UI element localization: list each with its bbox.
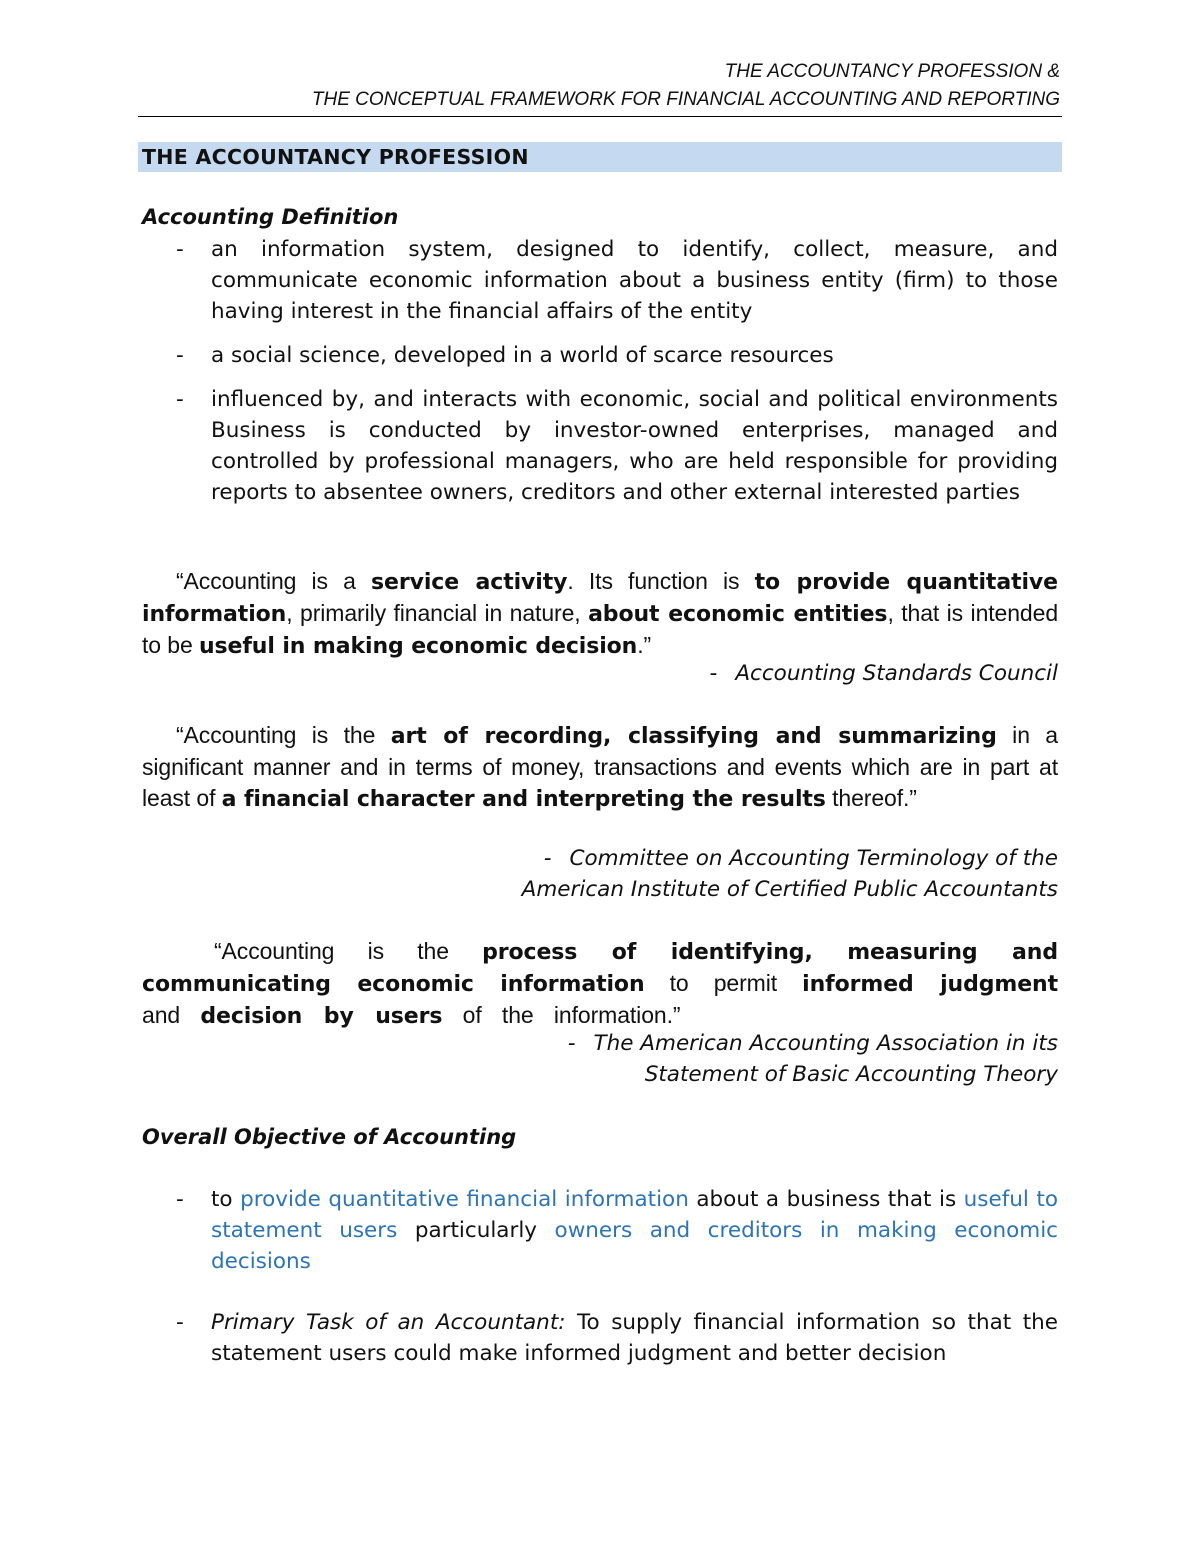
attribution-asc: - Accounting Standards Council: [709, 661, 1058, 686]
list-dash: -: [176, 387, 184, 412]
definition-item: [142, 384, 1058, 508]
objective-list: [142, 1184, 1058, 1369]
running-header: [138, 58, 1060, 114]
attribution-aaa: - The American Accounting Association in its Statement of Basic Accounting Theory: [567, 1031, 1058, 1087]
definition-item: [142, 234, 1058, 327]
attribution-aicpa: - Committee on Accounting Terminology of the American Institute of Certified Public Accountants: [521, 846, 1058, 902]
definition-item-text: influenced by, and interacts with economic, social and political environments Business is conducted by investor-owned enterprises, managed and controlled by professional managers, who are held responsible for providing reports to absentee owners, creditors and other external interested parties: [211, 387, 1058, 505]
objective-item: - to provide quantitative financial information about a business that is useful to statement users particularly owners and creditors in making economic decisions: [142, 1184, 1058, 1277]
definition-heading: Accounting Definition: [142, 205, 399, 229]
quote-aaa: “Accounting is the process of identifying, measuring and communicating economic information to permit informed judgment and decision by users of the information.”: [142, 938, 1059, 1029]
primary-task-label: Primary Task of an Accountant:: [211, 1310, 566, 1335]
objective-heading: Overall Objective of Accounting: [142, 1125, 517, 1149]
list-dash: -: [176, 237, 184, 262]
quote-aicpa: “Accounting is the art of recording, classifying and summarizing in a significant manner and in terms of money, transactions and events which are in part at least of a financial character and interpreting the results thereof.”: [142, 722, 1058, 812]
header-rule: [138, 116, 1062, 117]
list-dash: -: [176, 1187, 184, 1212]
objective-item: - Primary Task of an Accountant: To supply financial information so that the statement users could make informed judgment and better decision: [142, 1307, 1058, 1369]
list-dash: -: [176, 1310, 184, 1335]
quote-asc: “Accounting is a service activity. Its function is to provide quantitative information, primarily financial in nature, about economic entities, that is intended to be useful in making economic decision.”: [142, 568, 1059, 659]
definition-item-text: a social science, developed in a world of scarce resources: [211, 343, 834, 368]
header-line-2: THE CONCEPTUAL FRAMEWORK FOR FINANCIAL ACCOUNTING AND REPORTING: [311, 89, 1060, 110]
list-dash: -: [176, 343, 184, 368]
definition-item: [142, 340, 1058, 371]
section-title: THE ACCOUNTANCY PROFESSION: [142, 145, 529, 169]
definition-list: [142, 234, 1058, 508]
definition-item-text: an information system, designed to identify, collect, measure, and communicate economic information about a business entity (firm) to those having interest in the financial affairs of the entity: [211, 237, 1058, 324]
header-line-1: THE ACCOUNTANCY PROFESSION &: [724, 61, 1060, 82]
